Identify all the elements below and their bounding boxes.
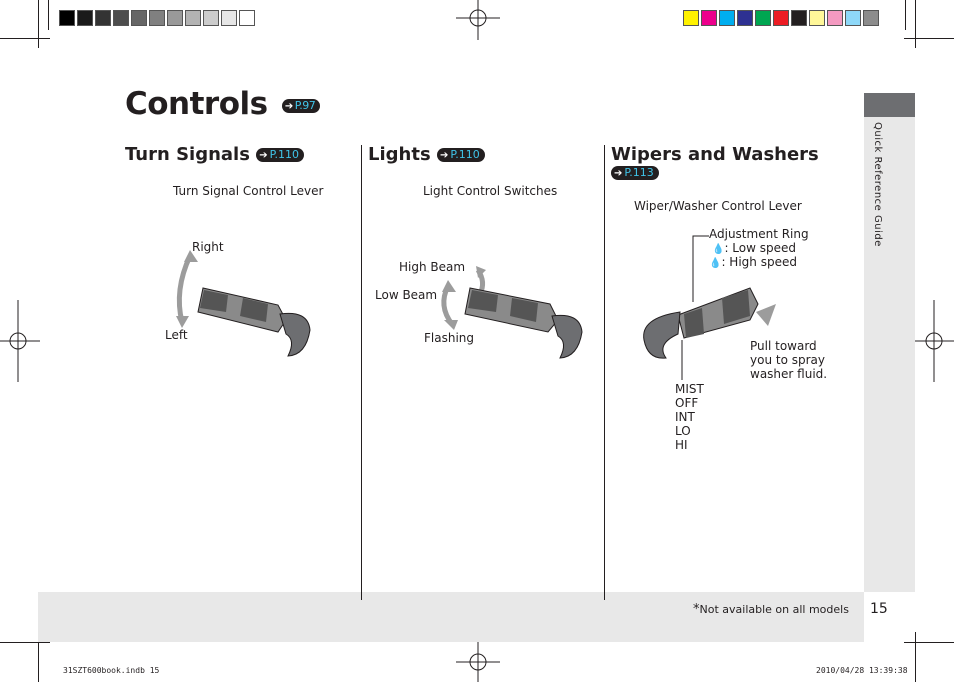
wipers-ref-link[interactable] [611,166,659,180]
color-swatch [221,10,237,26]
footnote [693,602,849,617]
crop-mark [0,642,50,643]
drop-icon: 💧 [712,244,725,255]
turn-signals-heading [125,144,304,165]
pull-line-3: washer fluid. [750,367,828,381]
turn-signal-lever-illustration [168,250,318,360]
color-swatch [59,10,75,26]
color-swatch [149,10,165,26]
turn-signals-caption: Turn Signal Control Lever [173,184,324,198]
high-speed-text: : High speed [721,255,797,269]
column-divider [361,145,362,600]
side-tab-marker [864,93,915,117]
lights-ref-text: P.110 [450,148,480,161]
crop-mark [38,0,39,48]
lights-heading-text: Lights [368,144,431,165]
color-swatch [863,10,879,26]
color-swatch [755,10,771,26]
pull-line-2: you to spray [750,353,825,367]
footnote-mark: * [693,602,700,617]
low-speed-text: : Low speed [724,241,797,255]
color-swatch [239,10,255,26]
pull-line-1: Pull toward [750,339,817,353]
print-date-info: 2010/04/28 13:39:38 [816,666,908,675]
color-swatch [737,10,753,26]
lights-heading [368,144,485,165]
page-title-text: Controls [125,86,268,122]
color-swatch [113,10,129,26]
page-ref-text: P.97 [294,98,316,112]
color-swatch [827,10,843,26]
color-swatch [683,10,699,26]
arrow-right-icon: ➔ [439,150,449,161]
turn-signals-heading-text: Turn Signals [125,144,250,165]
turn-signals-ref-link[interactable] [256,148,304,162]
wiper-mode-mist: MIST [675,382,704,396]
arrow-right-icon: ➔ [259,150,268,161]
page-number: 15 [870,601,888,617]
color-swatch [791,10,807,26]
color-swatch [167,10,183,26]
color-swatch [845,10,861,26]
wipers-ref-wrap [611,166,659,180]
side-tab-label: Quick Reference Guide [872,122,883,247]
turn-right-label: Right [192,240,224,254]
wipers-heading [611,144,819,165]
color-swatch [95,10,111,26]
wiper-mode-lo: LO [675,424,691,438]
double-drop-icon: 💧 [709,258,722,269]
color-swatch [77,10,93,26]
wiper-mode-hi: HI [675,438,688,452]
arrow-right-icon: ➔ [284,100,293,112]
low-beam-label: Low Beam [375,288,438,302]
wiper-modes-list [675,382,704,452]
crop-mark [905,0,906,30]
turn-left-label: Left [165,328,188,342]
wipers-caption: Wiper/Washer Control Lever [634,199,802,213]
color-swatch-bar [683,10,881,26]
flashing-label: Flashing [424,331,475,345]
column-divider [604,145,605,600]
arrow-right-icon: ➔ [614,168,623,179]
wipers-ref-text: P.113 [624,166,654,179]
crop-mark [915,0,916,48]
gray-swatch-bar [59,10,257,26]
crop-mark [48,0,49,30]
wiper-lever-illustration [638,230,788,380]
color-swatch [773,10,789,26]
registration-mark-top [456,0,500,40]
crop-mark [904,642,954,643]
color-swatch [185,10,201,26]
footnote-text: Not available on all models [699,603,849,616]
page-title [125,86,320,122]
lights-caption: Light Control Switches [423,184,558,198]
lights-ref-link[interactable] [437,148,485,162]
wiper-mode-off: OFF [675,396,699,410]
registration-mark-left [0,300,40,382]
print-file-info: 31SZT600book.indb 15 [63,666,160,675]
color-swatch [701,10,717,26]
adjustment-ring-label: Adjustment Ring [709,227,809,241]
crop-mark [915,632,916,682]
registration-mark-bottom [456,642,500,682]
high-beam-label: High Beam [399,260,466,274]
color-swatch [809,10,825,26]
wipers-heading-text: Wipers and Washers [611,144,819,165]
page-ref-link[interactable] [282,99,320,113]
light-switch-lever-illustration [430,262,590,372]
color-swatch [203,10,219,26]
color-swatch [719,10,735,26]
color-swatch [131,10,147,26]
footer-band [38,592,864,642]
crop-mark [904,38,954,39]
turn-signals-ref-text: P.110 [269,148,300,161]
crop-mark [0,38,50,39]
registration-mark-right [914,300,954,382]
wiper-mode-int: INT [675,410,695,424]
